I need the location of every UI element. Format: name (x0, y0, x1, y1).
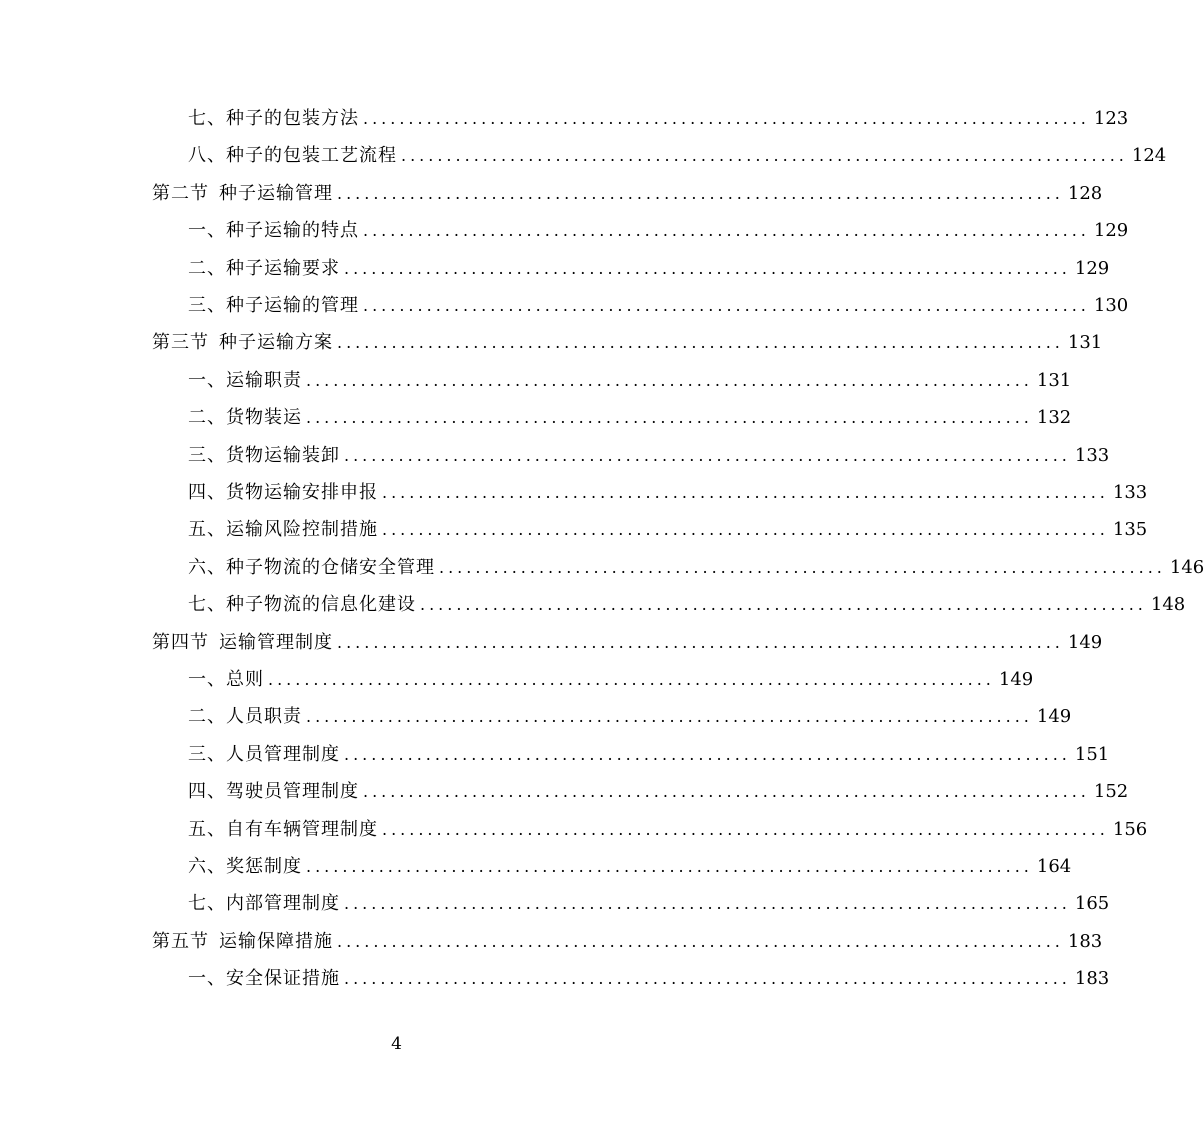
toc-title-text: 一、安全保证措施 (188, 968, 340, 990)
toc-entry-title (188, 819, 378, 841)
toc-title-text: 一、总则 (188, 669, 264, 690)
toc-title-text: 三、人员管理制度 (188, 743, 340, 765)
toc-entry-title (188, 295, 359, 317)
toc-page-number: 132 (1036, 407, 1072, 429)
toc-page-number: 131 (1067, 332, 1103, 354)
toc-title-text: 七、内部管理制度 (188, 893, 340, 915)
toc-section-number: 第五节 (152, 930, 209, 952)
toc-title-text: 二、货物装运 (188, 407, 302, 429)
toc-entry-title (188, 220, 359, 242)
toc-title-text: 一、运输职责 (188, 369, 302, 391)
toc-section-entry[interactable] (152, 624, 1103, 661)
toc-entry-title (188, 145, 397, 167)
toc-dot-leader: ................................................................................ (306, 707, 1033, 727)
toc-title-text: 一、种子运输的特点 (188, 220, 359, 242)
toc-page-number: 135 (1112, 519, 1148, 541)
toc-page-number: 149 (1036, 706, 1072, 728)
toc-dot-leader: ................................................................................ (382, 483, 1109, 502)
toc-title-text: 三、种子运输的管理 (188, 295, 359, 316)
toc-item-entry[interactable] (188, 886, 1110, 923)
toc-entry-title (188, 781, 359, 803)
toc-entry-title (188, 706, 302, 728)
toc-item-entry[interactable] (188, 475, 1148, 512)
toc-dot-leader: ................................................................................ (363, 782, 1090, 802)
toc-title-text: 种子运输方案 (219, 332, 333, 354)
toc-entry-title (152, 931, 333, 953)
toc-item-entry[interactable] (188, 437, 1110, 474)
toc-entry-title (188, 557, 435, 579)
toc-item-entry[interactable] (188, 662, 1034, 699)
toc-dot-leader: ................................................................................ (306, 370, 1033, 390)
page-number: 4 (391, 1034, 402, 1054)
toc-item-entry[interactable] (188, 811, 1148, 848)
toc-page-number: 149 (998, 669, 1034, 690)
toc-entry-title (152, 183, 333, 205)
toc-dot-leader: ................................................................................ (420, 595, 1147, 615)
toc-dot-leader: ................................................................................ (306, 857, 1033, 876)
toc-dot-leader: ................................................................................ (382, 819, 1109, 839)
toc-entry-title (188, 108, 359, 130)
toc-page-number: 129 (1093, 220, 1129, 242)
toc-entry-title (188, 594, 416, 616)
toc-section-number: 第四节 (152, 631, 209, 653)
toc-page-number: 148 (1150, 594, 1186, 616)
toc-entry-title (152, 632, 333, 654)
toc-title-text: 六、奖惩制度 (188, 856, 302, 877)
toc-item-entry[interactable] (188, 699, 1072, 736)
toc-item-entry[interactable] (188, 849, 1072, 886)
toc-dot-leader: ................................................................................ (363, 296, 1090, 315)
toc-entry-title (188, 519, 378, 541)
toc-entry-title (188, 893, 340, 915)
toc-entry-title (188, 258, 340, 280)
toc-page-number: 146 (1169, 556, 1204, 578)
toc-title-text: 八、种子的包装工艺流程 (188, 145, 397, 167)
toc-page-number: 165 (1074, 893, 1110, 915)
toc-entry-title (152, 332, 333, 354)
toc-title-text: 运输管理制度 (219, 631, 333, 653)
toc-title-text: 五、运输风险控制措施 (188, 519, 378, 541)
toc-item-entry[interactable] (188, 512, 1148, 549)
toc-title-text: 四、货物运输安排申报 (188, 482, 378, 503)
toc-entry-title (188, 669, 264, 691)
toc-entry-title (188, 445, 340, 467)
toc-dot-leader: ................................................................................ (344, 258, 1071, 278)
toc-page-number: 123 (1093, 108, 1129, 129)
toc-page-number: 183 (1074, 968, 1110, 990)
toc-title-text: 七、种子物流的信息化建设 (188, 594, 416, 616)
toc-page-number: 128 (1067, 182, 1103, 204)
toc-page-number: 149 (1067, 631, 1103, 653)
toc-page-number: 152 (1093, 781, 1129, 803)
toc-dot-leader: ................................................................................ (439, 557, 1166, 577)
toc-page-number: 183 (1067, 930, 1103, 952)
toc-dot-leader: ................................................................................ (337, 931, 1064, 951)
toc-item-entry[interactable] (188, 288, 1129, 325)
toc-page-number: 131 (1036, 369, 1072, 391)
toc-page-number: 151 (1074, 743, 1110, 765)
toc-dot-leader: ................................................................................ (344, 894, 1071, 914)
toc-item-entry[interactable] (188, 961, 1110, 998)
toc-title-text: 种子运输管理 (219, 182, 333, 204)
toc-item-entry[interactable] (188, 774, 1129, 811)
toc-item-entry[interactable] (188, 362, 1072, 399)
toc-item-entry[interactable] (188, 138, 1167, 175)
toc-page-number: 124 (1131, 145, 1167, 167)
toc-page-number: 133 (1074, 444, 1110, 466)
toc-title-text: 五、自有车辆管理制度 (188, 818, 378, 840)
toc-entry-title (188, 856, 302, 878)
toc-dot-leader: ................................................................................ (382, 520, 1109, 540)
toc-page-number: 130 (1093, 295, 1129, 316)
toc-page-number: 156 (1112, 818, 1148, 840)
toc-item-entry[interactable] (188, 736, 1110, 773)
toc-section-entry[interactable] (152, 175, 1103, 212)
toc-page-number: 129 (1074, 257, 1110, 279)
toc-dot-leader: ................................................................................ (363, 109, 1090, 128)
toc-title-text: 二、人员职责 (188, 706, 302, 728)
toc-dot-leader: ................................................................................ (337, 333, 1064, 353)
toc-dot-leader: ................................................................................ (344, 744, 1071, 764)
toc-entry-title (188, 482, 378, 504)
toc-item-entry[interactable] (188, 101, 1129, 138)
toc-entry-title (188, 744, 340, 766)
toc-dot-leader: ................................................................................ (344, 445, 1071, 465)
toc-item-entry[interactable] (188, 400, 1072, 437)
toc-section-number: 第二节 (152, 182, 209, 204)
toc-title-text: 二、种子运输要求 (188, 257, 340, 279)
toc-page-number: 164 (1036, 856, 1072, 877)
toc-title-text: 七、种子的包装方法 (188, 108, 359, 129)
toc-item-entry[interactable] (188, 250, 1110, 287)
toc-dot-leader: ................................................................................ (337, 183, 1064, 203)
toc-dot-leader: ................................................................................ (337, 632, 1064, 652)
toc-entry-title (188, 370, 302, 392)
toc-dot-leader: ................................................................................ (268, 670, 995, 689)
toc-dot-leader: ................................................................................ (363, 221, 1090, 241)
toc-item-entry[interactable] (188, 587, 1186, 624)
toc-dot-leader: ................................................................................ (344, 969, 1071, 989)
toc-dot-leader: ................................................................................ (401, 146, 1128, 166)
toc-entry-title (188, 407, 302, 429)
toc-title-text: 运输保障措施 (219, 930, 333, 952)
toc-dot-leader: ................................................................................ (306, 408, 1033, 428)
toc-title-text: 三、货物运输装卸 (188, 444, 340, 466)
toc-entry-title (188, 968, 340, 990)
toc-section-entry[interactable] (152, 923, 1103, 960)
toc-title-text: 六、种子物流的仓储安全管理 (188, 556, 435, 578)
toc-page-number: 133 (1112, 482, 1148, 503)
toc-item-entry[interactable] (188, 213, 1129, 250)
toc-item-entry[interactable] (188, 549, 1204, 586)
toc-title-text: 四、驾驶员管理制度 (188, 781, 359, 803)
toc-section-entry[interactable] (152, 325, 1103, 362)
toc-section-number: 第三节 (152, 332, 209, 354)
